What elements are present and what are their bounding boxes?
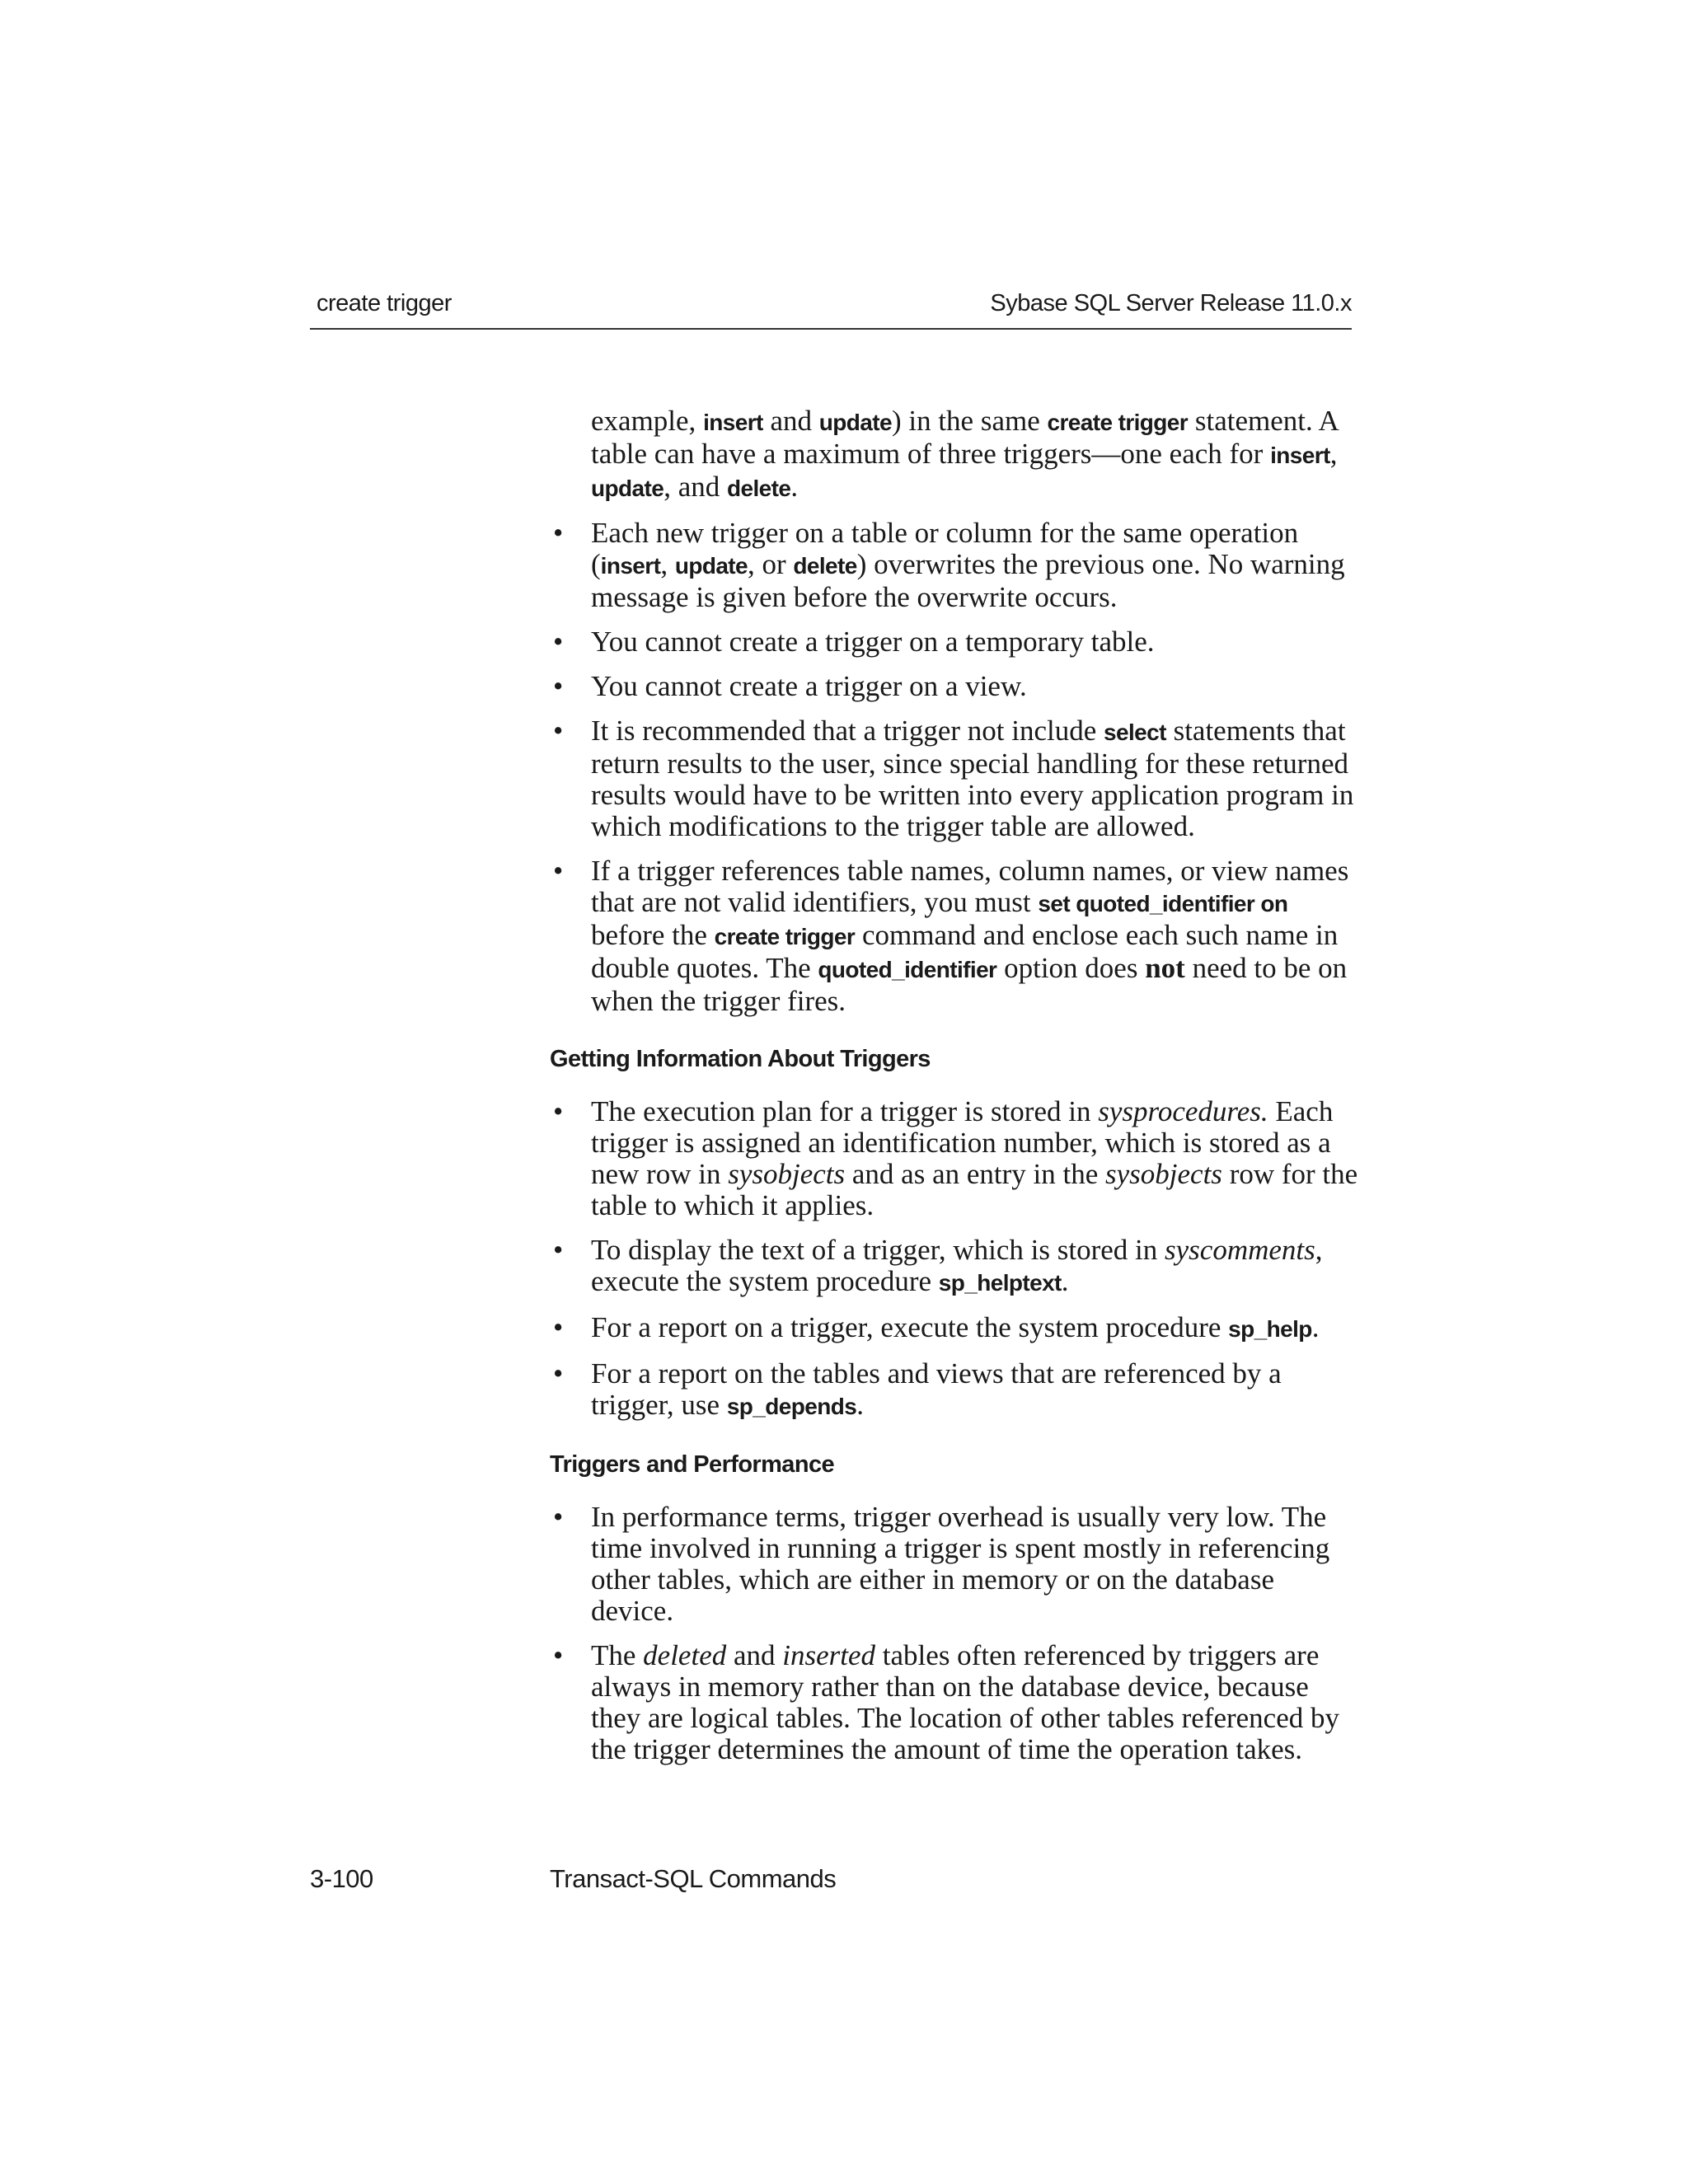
running-header-product: Sybase SQL Server Release 11.0.x: [990, 290, 1352, 316]
list-item: • You cannot create a trigger on a view.: [550, 671, 1362, 702]
header-rule: [310, 328, 1352, 330]
footer-chapter-title: Transact-SQL Commands: [550, 1864, 837, 1893]
performance-list: [550, 1502, 1362, 1765]
running-header-section: create trigger: [316, 290, 452, 316]
continued-paragraph: example, insert and update) in the same create trigger statement. A table can have a maximum of three triggers—one each for insert, update, and delete.: [591, 405, 1338, 503]
list-item: • It is recommended that a trigger not include select statements that return results to the user, since special handling for these returned results would have to be written into every application program in which modifications to the trigger table are allowed.: [550, 715, 1362, 842]
list-item: • For a report on the tables and views that are referenced by a trigger, use sp_depends.: [550, 1358, 1362, 1422]
list-item: • The deleted and inserted tables often referenced by triggers are always in memory rather than on the database device, because they are logical tables. The location of other tables referenced by the trigger determines the amount of time the operation takes.: [550, 1640, 1362, 1765]
list-item: • For a report on a trigger, execute the system procedure sp_help.: [550, 1312, 1362, 1345]
section-heading-getting-information: Getting Information About Triggers: [550, 1046, 931, 1072]
list-item: • You cannot create a trigger on a temporary table.: [550, 626, 1362, 658]
page-number: 3-100: [310, 1864, 373, 1893]
restrictions-list: [550, 518, 1362, 1017]
list-item: • Each new trigger on a table or column for the same operation (insert, update, or delete) overwrites the previous one. No warning message is given before the overwrite occurs.: [550, 518, 1362, 613]
list-item: • In performance terms, trigger overhead is usually very low. The time involved in running a trigger is spent mostly in referencing other tables, which are either in memory or on the database device.: [550, 1502, 1362, 1627]
list-item: • To display the text of a trigger, which is stored in syscomments, execute the system procedure sp_helptext.: [550, 1235, 1362, 1299]
section-heading-performance: Triggers and Performance: [550, 1451, 834, 1478]
list-item: • If a trigger references table names, column names, or view names that are not valid identifiers, you must set quoted_identifier on before the create trigger command and enclose each such name in double quotes. The quoted_identifier option does not need to be on when the trigger fires.: [550, 855, 1362, 1017]
information-list: [550, 1096, 1362, 1422]
page-body: [550, 405, 1362, 1779]
list-item: • The execution plan for a trigger is stored in sysprocedures. Each trigger is assigned an identification number, which is stored as a new row in sysobjects and as an entry in the sysobjects row for the table to which it applies.: [550, 1096, 1362, 1221]
